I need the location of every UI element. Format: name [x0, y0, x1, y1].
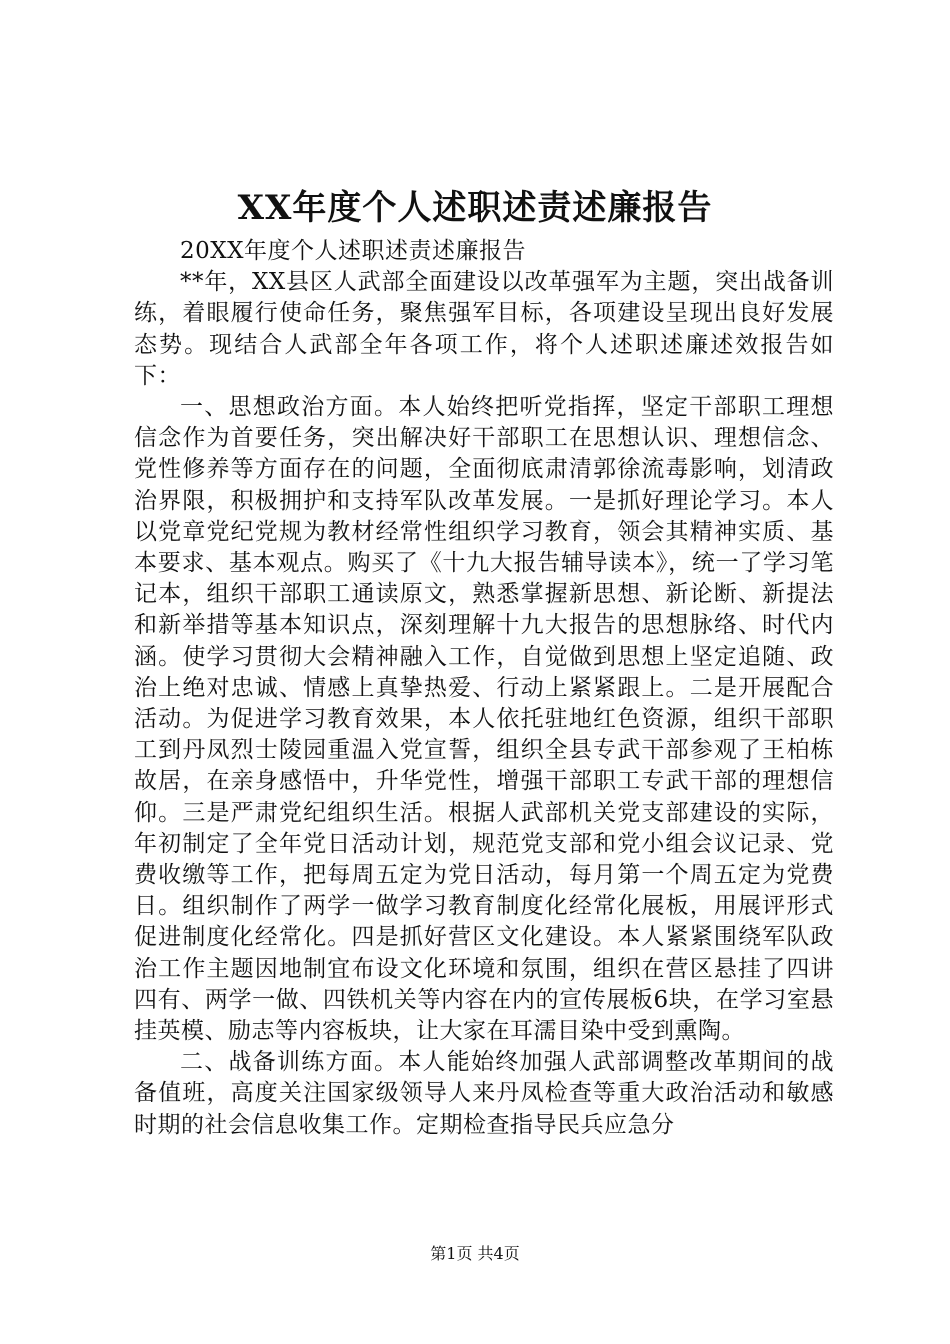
page-number-footer: 第1页 共4页 [430, 1244, 520, 1263]
paragraph: 一、思想政治方面。本人始终把听党指挥，坚定干部职工理想信念作为首要任务，突出解决好干部职工在思想认识、理想信念、党性修养等方面存在的问题，全面彻底肃清郭徐流毒影响，划清政治界限，积极拥护和支持军队改革发展。一是抓好理论学习。本人以党章党纪党规为教材经常性组织学习教育，领会其精神实质、基本要求、基本观点。购买了《十九大报告辅导读本》，统一了学习笔记本，组织干部职工通读原文，熟悉掌握新思想、新论断、新提法和新举措等基本知识点，深刻理解十九大报告的思想脉络、时代内涵。使学习贯彻大会精神融入工作，自觉做到思想上坚定追随、政治上绝对忠诚、情感上真挚热爱、行动上紧紧跟上。二是开展配合活动。为促进学习教育效果，本人依托驻地红色资源，组织干部职工到丹凤烈士陵园重温入党宣誓，组织全县专武干部参观了王柏栋故居，在亲身感悟中，升华党性，增强干部职工专武干部的理想信仰。三是严肃党纪组织生活。根据人武部机关党支部建设的实际，年初制定了全年党日活动计划，规范党支部和党小组会议记录、党费收缴等工作，把每周五定为党日活动，每月第一个周五定为党费日。组织制作了两学一做学习教育制度化经常化展板，用展评形式促进制度化经常化。四是抓好营区文化建设。本人紧紧围绕军队政治工作主题因地制宜布设文化环境和氛围，组织在营区悬挂了四讲四有、两学一做、四铁机关等内容在内的宣传展板6块，在学习室悬挂英模、励志等内容板块，让大家在耳濡目染中受到熏陶。 [134, 394, 834, 1045]
paragraph: 20XX年度个人述职述责述廉报告 [180, 238, 527, 264]
paragraph: 二、战备训练方面。本人能始终加强人武部调整改革期间的战备值班，高度关注国家级领导人来丹凤检查等重大政治活动和敏感时期的社会信息收集工作。定期检查指导民兵应急分 [134, 1049, 834, 1138]
document-body [134, 236, 834, 1141]
paragraph: **年，XX县区人武部全面建设以改革强军为主题，突出战备训练，着眼履行使命任务，聚焦强军目标，各项建设呈现出良好发展态势。现结合人武部全年各项工作，将个人述职述廉述效报告如下： [134, 269, 834, 389]
document-title: XX年度个人述职述责述廉报告 [237, 188, 713, 228]
